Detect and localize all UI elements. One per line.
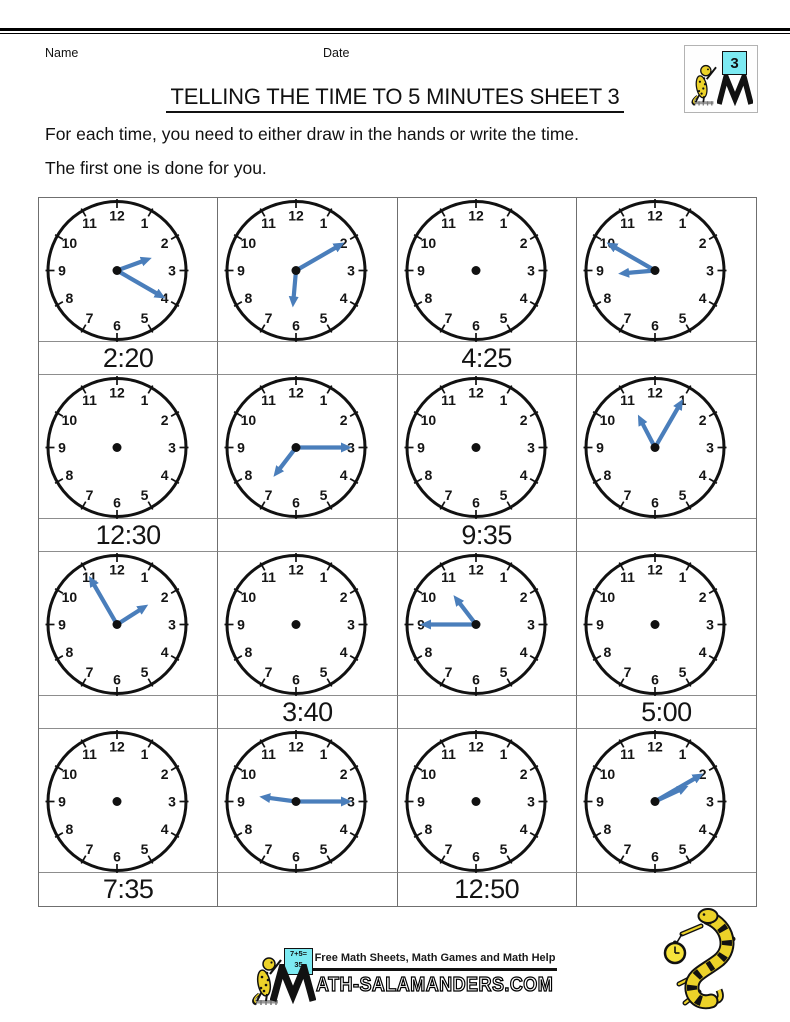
clock-number: 4: [160, 821, 169, 837]
clock-center-dot: [113, 797, 122, 806]
blank-answer-cell-9[interactable]: [39, 696, 218, 729]
clock-number: 2: [519, 589, 528, 605]
clock-number: 8: [244, 290, 253, 306]
clock-center-dot: [113, 620, 122, 629]
clock-number: 12: [467, 561, 484, 578]
clock-cell-13: [39, 729, 218, 873]
clock-number: 3: [705, 439, 714, 456]
clock-number: 3: [705, 616, 714, 633]
clock-number: 11: [261, 568, 277, 585]
clock-number: 7: [264, 664, 273, 681]
clock-face: [577, 198, 756, 342]
blank-answer-cell-6[interactable]: [218, 519, 397, 552]
logo-number-board: [722, 51, 747, 75]
clock-number: 10: [240, 589, 257, 605]
clock-face: [218, 552, 397, 696]
clock-number: 2: [519, 235, 528, 251]
clock-number: 3: [526, 616, 535, 633]
clock-cell-2: [218, 198, 397, 342]
clock-number: 7: [85, 487, 94, 504]
clock-number: 9: [416, 439, 425, 456]
blank-answer-cell-14[interactable]: [218, 873, 397, 906]
clock-face: [398, 375, 577, 519]
clock-number: 10: [599, 589, 615, 605]
clock-number: 11: [261, 745, 277, 762]
clock-number: 7: [444, 841, 452, 858]
clock-number: 3: [526, 439, 535, 456]
clock-number: 3: [347, 793, 356, 810]
clock-number: 10: [61, 766, 78, 782]
clock-number: 8: [603, 644, 612, 660]
clock-number: 5: [499, 841, 507, 858]
page-title: TELLING THE TIME TO 5 MINUTES SHEET 3: [0, 84, 790, 110]
clock-center-dot: [471, 443, 480, 452]
board-answer: 35: [294, 959, 303, 969]
clock-number: 5: [319, 664, 328, 681]
clock-number: 1: [499, 745, 507, 762]
clock-number: 11: [619, 391, 635, 408]
clock-number: 2: [698, 412, 707, 428]
time-text: 2:20: [102, 342, 154, 373]
clock-number: 4: [339, 290, 348, 306]
clock-number: 10: [420, 766, 436, 782]
clock-number: 8: [244, 821, 253, 837]
clock-number: 1: [499, 214, 507, 231]
clock-number: 1: [319, 214, 328, 231]
top-rule-thick: [0, 28, 790, 31]
clock-number: 12: [467, 738, 484, 755]
clock-number: 9: [416, 262, 425, 279]
clock-number: 4: [160, 644, 169, 660]
clock-number: 12: [646, 384, 663, 401]
clock-number: 6: [292, 848, 301, 865]
clock-number: 10: [599, 235, 615, 251]
clock-number: 11: [619, 214, 635, 231]
clock-number: 10: [420, 589, 436, 605]
clock-number: 9: [416, 793, 425, 810]
clock-number: 9: [237, 616, 246, 633]
clock-face: [39, 729, 218, 873]
clock-center-dot: [650, 443, 659, 452]
clock-number: 6: [292, 494, 301, 511]
time-label-cell-5: [39, 519, 218, 552]
clock-number: 4: [519, 290, 528, 306]
clock-number: 5: [499, 487, 507, 504]
clock-number: 11: [82, 214, 97, 231]
time-text: 12:30: [95, 519, 161, 550]
clock-number: 12: [467, 207, 484, 224]
clock-number: 5: [140, 841, 149, 858]
clock-number: 6: [113, 671, 121, 688]
clock-number: 1: [140, 391, 149, 408]
clock-number: 8: [603, 290, 612, 306]
clock-number: 1: [140, 568, 149, 585]
clock-number: 4: [698, 644, 707, 660]
time-label-cell-13: [39, 873, 218, 906]
clock-number: 4: [339, 644, 348, 660]
clock-number: 5: [678, 487, 687, 504]
clock-number: 3: [347, 616, 356, 633]
clock-number: 6: [650, 317, 659, 334]
clock-number: 6: [650, 671, 659, 688]
clock-center-dot: [292, 443, 301, 452]
clock-number: 1: [678, 391, 687, 408]
time-label-cell-15: [398, 873, 577, 906]
clock-number: 8: [603, 467, 612, 483]
clock-number: 5: [678, 841, 687, 858]
clock-number: 7: [264, 841, 273, 858]
clock-face: [398, 198, 577, 342]
clock-number: 3: [347, 439, 356, 456]
clock-center-dot: [292, 266, 301, 275]
clock-center-dot: [471, 620, 480, 629]
instruction-line-2: The first one is done for you.: [45, 158, 267, 178]
clock-number: 8: [423, 290, 432, 306]
clock-number: 2: [160, 235, 169, 251]
name-label: Name: [45, 46, 79, 60]
date-label: Date: [323, 46, 350, 60]
clock-number: 10: [61, 412, 78, 428]
clock-number: 3: [347, 262, 356, 279]
clock-number: 6: [650, 848, 659, 865]
clock-number: 2: [160, 412, 169, 428]
time-label-cell-1: [39, 342, 218, 375]
clock-face: [398, 729, 577, 873]
clock-number: 9: [237, 439, 246, 456]
clock-face: [218, 375, 397, 519]
clock-number: 3: [526, 793, 535, 810]
clock-number: 1: [499, 391, 507, 408]
clock-number: 4: [339, 821, 348, 837]
clock-number: 1: [319, 568, 328, 585]
clock-number: 9: [58, 616, 66, 633]
board-equation: 7+5=: [289, 949, 308, 958]
clock-number: 11: [619, 745, 635, 762]
clock-number: 10: [599, 412, 615, 428]
clock-center-dot: [471, 266, 480, 275]
clock-number: 9: [595, 439, 604, 456]
clock-number: 2: [160, 589, 169, 605]
clock-center-dot: [650, 266, 659, 275]
footer-m-icon: [270, 964, 316, 1004]
clock-number: 1: [499, 568, 507, 585]
clock-number: 4: [698, 821, 707, 837]
clock-number: 11: [619, 568, 635, 585]
clock-number: 3: [168, 793, 176, 810]
clock-number: 10: [420, 235, 436, 251]
clock-number: 11: [440, 214, 456, 231]
clock-face: [577, 552, 756, 696]
clock-number: 5: [319, 487, 328, 504]
clock-center-dot: [471, 797, 480, 806]
clock-number: 2: [160, 766, 169, 782]
blank-answer-cell-8[interactable]: [577, 519, 756, 552]
clock-cell-5: [39, 375, 218, 519]
clock-number: 1: [319, 745, 328, 762]
clock-number: 4: [519, 821, 528, 837]
clock-number: 2: [698, 766, 707, 782]
time-text: 9:35: [461, 519, 512, 550]
clock-cell-15: [398, 729, 577, 873]
clock-number: 10: [420, 412, 436, 428]
clock-face: [218, 198, 397, 342]
clock-number: 11: [440, 745, 456, 762]
clock-number: 11: [82, 568, 97, 585]
clock-number: 7: [444, 487, 452, 504]
clock-number: 11: [440, 391, 456, 408]
clock-number: 7: [623, 487, 632, 504]
clock-number: 4: [519, 644, 528, 660]
clock-number: 6: [113, 848, 121, 865]
blank-answer-cell-2[interactable]: [218, 342, 397, 375]
clock-center-dot: [650, 620, 659, 629]
time-text: 12:50: [454, 874, 520, 904]
clock-number: 1: [140, 214, 149, 231]
clock-number: 4: [339, 467, 348, 483]
clock-cell-10: [218, 552, 397, 696]
top-rule-thin: [0, 33, 790, 34]
clock-number: 6: [471, 494, 480, 511]
clock-face: [577, 729, 756, 873]
clock-face: [577, 375, 756, 519]
clock-number: 8: [423, 644, 432, 660]
clock-face: [39, 552, 218, 696]
clock-number: 10: [599, 766, 615, 782]
clock-number: 7: [444, 664, 452, 681]
clock-number: 8: [244, 644, 253, 660]
clock-number: 12: [646, 738, 663, 755]
clock-number: 9: [595, 616, 604, 633]
clock-number: 6: [292, 317, 301, 334]
clock-number: 12: [646, 207, 663, 224]
clock-number: 4: [160, 467, 169, 483]
clock-number: 12: [646, 561, 663, 578]
clock-number: 12: [288, 738, 305, 755]
clock-number: 9: [58, 262, 66, 279]
clock-number: 6: [471, 671, 480, 688]
clock-number: 1: [678, 568, 687, 585]
clock-number: 2: [339, 766, 348, 782]
clock-number: 1: [678, 214, 687, 231]
clock-number: 7: [623, 841, 632, 858]
clock-number: 6: [650, 494, 659, 511]
clock-center-dot: [292, 797, 301, 806]
clock-number: 2: [698, 589, 707, 605]
clock-number: 7: [85, 841, 94, 858]
clock-number: 3: [168, 262, 176, 279]
clock-number: 10: [240, 766, 257, 782]
clock-number: 2: [519, 766, 528, 782]
clock-center-dot: [650, 797, 659, 806]
clock-cell-11: [398, 552, 577, 696]
clock-cell-8: [577, 375, 756, 519]
clock-cell-12: [577, 552, 756, 696]
instruction-line-1: For each time, you need to either draw in the hands or write the time.: [45, 124, 580, 144]
clock-number: 5: [319, 841, 328, 858]
clock-number: 8: [423, 821, 432, 837]
footer-rule: [312, 968, 557, 971]
clock-number: 4: [160, 290, 169, 306]
clock-cell-4: [577, 198, 756, 342]
clock-number: 8: [65, 290, 74, 306]
clock-number: 9: [416, 616, 425, 633]
clock-number: 2: [339, 412, 348, 428]
clock-number: 7: [264, 310, 273, 327]
clock-number: 5: [319, 310, 328, 327]
clock-number: 10: [61, 235, 78, 251]
big-salamander-with-watch-icon: [646, 906, 744, 1012]
clock-cell-1: [39, 198, 218, 342]
clock-number: 4: [698, 290, 707, 306]
clock-number: 5: [678, 310, 687, 327]
clock-number: 3: [526, 262, 535, 279]
clock-number: 8: [244, 467, 253, 483]
footer-site-text: ATH-SALAMANDERS.COM: [316, 974, 554, 996]
clock-number: 12: [288, 207, 305, 224]
clock-cell-14: [218, 729, 397, 873]
clock-center-dot: [113, 266, 122, 275]
clock-number: 4: [519, 467, 528, 483]
clock-number: 5: [140, 664, 149, 681]
clock-number: 11: [261, 214, 277, 231]
time-label-cell-12: [577, 696, 756, 729]
clock-number: 7: [85, 664, 94, 681]
clock-number: 11: [440, 568, 456, 585]
clock-cell-16: [577, 729, 756, 873]
clock-number: 12: [288, 561, 305, 578]
clock-number: 1: [319, 391, 328, 408]
clock-number: 7: [623, 664, 632, 681]
clock-number: 12: [467, 384, 484, 401]
clock-number: 8: [65, 644, 74, 660]
clock-number: 2: [339, 589, 348, 605]
clock-number: 9: [58, 793, 66, 810]
clock-face: [398, 552, 577, 696]
clock-cell-6: [218, 375, 397, 519]
clock-number: 6: [113, 494, 121, 511]
time-label-cell-10: [218, 696, 397, 729]
time-text: 5:00: [641, 696, 692, 727]
clock-number: 5: [678, 664, 687, 681]
clock-number: 12: [109, 561, 125, 578]
clock-number: 7: [85, 310, 94, 327]
clock-number: 9: [58, 439, 66, 456]
clock-center-dot: [113, 443, 122, 452]
clock-number: 11: [261, 391, 277, 408]
clock-number: 2: [339, 235, 348, 251]
clock-number: 9: [237, 793, 246, 810]
clock-cell-9: [39, 552, 218, 696]
clock-number: 2: [519, 412, 528, 428]
clock-number: 6: [113, 317, 121, 334]
worksheet-grid: [38, 197, 757, 907]
clock-number: 5: [140, 487, 149, 504]
clock-face: [39, 375, 218, 519]
blank-answer-cell-11[interactable]: [398, 696, 577, 729]
clock-number: 8: [65, 821, 74, 837]
time-text: 3:40: [282, 696, 333, 727]
time-label-cell-7: [398, 519, 577, 552]
clock-number: 5: [140, 310, 149, 327]
clock-number: 4: [698, 467, 707, 483]
clock-number: 8: [423, 467, 432, 483]
clock-cell-3: [398, 198, 577, 342]
clock-cell-7: [398, 375, 577, 519]
time-label-cell-3: [398, 342, 577, 375]
clock-number: 7: [264, 487, 273, 504]
clock-number: 7: [623, 310, 632, 327]
clock-number: 11: [82, 391, 97, 408]
clock-number: 8: [65, 467, 74, 483]
blank-answer-cell-4[interactable]: [577, 342, 756, 375]
clock-number: 12: [109, 738, 125, 755]
clock-number: 5: [499, 310, 507, 327]
clock-number: 5: [499, 664, 507, 681]
clock-number: 10: [240, 412, 257, 428]
clock-number: 9: [595, 793, 604, 810]
clock-number: 9: [237, 262, 246, 279]
clock-number: 3: [705, 793, 714, 810]
clock-number: 7: [444, 310, 452, 327]
blank-answer-cell-16[interactable]: [577, 873, 756, 906]
clock-number: 3: [705, 262, 714, 279]
clock-number: 8: [603, 821, 612, 837]
clock-face: [218, 729, 397, 873]
logo-badge-number: 3: [730, 54, 739, 72]
clock-number: 9: [595, 262, 604, 279]
footer-tagline: Free Math Sheets, Math Games and Math Help: [314, 952, 556, 964]
clock-number: 2: [698, 235, 707, 251]
clock-number: 6: [292, 671, 301, 688]
clock-number: 3: [168, 616, 176, 633]
clock-center-dot: [292, 620, 301, 629]
clock-number: 11: [82, 745, 97, 762]
clock-face: [39, 198, 218, 342]
time-text: 7:35: [102, 874, 154, 904]
clock-number: 1: [140, 745, 149, 762]
time-text: 4:25: [461, 342, 512, 373]
clock-number: 10: [61, 589, 78, 605]
clock-number: 6: [471, 848, 480, 865]
clock-number: 1: [678, 745, 687, 762]
clock-number: 12: [109, 207, 125, 224]
clock-number: 3: [168, 439, 176, 456]
clock-number: 12: [288, 384, 305, 401]
clock-number: 12: [109, 384, 125, 401]
clock-number: 10: [240, 235, 257, 251]
clock-number: 6: [471, 317, 480, 334]
